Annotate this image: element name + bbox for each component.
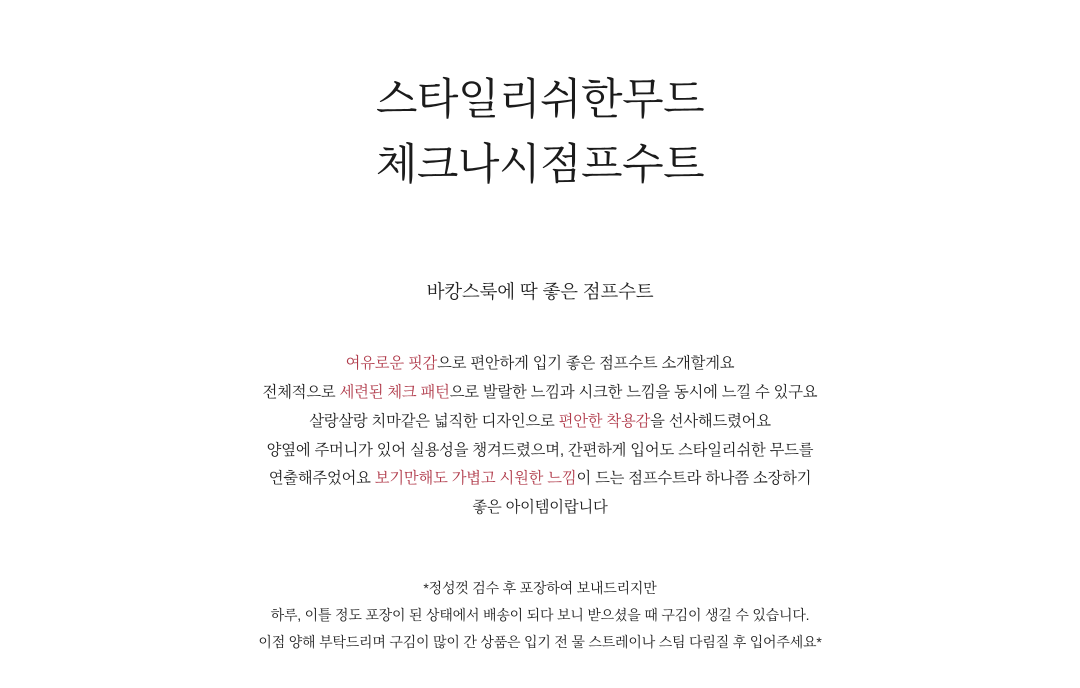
page-title-line-2: 체크나시점프수트 bbox=[375, 141, 705, 190]
description-line-3-accent: 편안한 착용감 bbox=[558, 412, 651, 430]
description-line-2 bbox=[70, 379, 1010, 408]
description-line-2-accent: 세련된 체크 패턴 bbox=[339, 384, 450, 402]
description-line-3 bbox=[70, 408, 1010, 437]
description-line-3-text-b: 을 선사해드렸어요 bbox=[650, 412, 771, 430]
description-line-2-text-b: 으로 발랄한 느낌과 시크한 느낌을 동시에 느낄 수 있구요 bbox=[449, 384, 818, 402]
description-line-1-text: 으로 편안하게 입기 좋은 점프수트 소개할게요 bbox=[437, 355, 735, 373]
page-title bbox=[376, 68, 704, 199]
description-line-1-accent: 여유로운 핏감 bbox=[345, 355, 438, 373]
page-subtitle: 바캉스룩에 딱 좋은 점프수트 bbox=[426, 280, 654, 302]
care-notice bbox=[70, 575, 1010, 657]
product-description-body bbox=[70, 350, 1010, 523]
page-title-line-1: 스타일리쉬한무드 bbox=[375, 76, 705, 124]
description-line-5-text-a: 연출해주었어요 bbox=[268, 470, 375, 488]
care-notice-line-3: 이점 양해 부탁드리며 구김이 많이 간 상품은 입기 전 물 스트레이나 스팀 다림질 후 입어주세요* bbox=[258, 634, 822, 651]
description-line-3-text-a: 살랑살랑 치마같은 넓직한 디자인으로 bbox=[309, 412, 559, 430]
care-notice-line-1: *정성껏 검수 후 포장하여 보내드리지만 bbox=[423, 579, 657, 596]
description-line-4: 양옆에 주머니가 있어 실용성을 챙겨드렸으며, 간편하게 입어도 스타일리쉬한 무드를 bbox=[266, 441, 814, 459]
description-line-6: 좋은 아이템이랍니다 bbox=[472, 499, 608, 517]
care-notice-line-2: 하루, 이틀 정도 포장이 된 상태에서 배송이 되다 보니 받으셨을 때 구김이 생길 수 있습니다. bbox=[270, 607, 810, 624]
description-line-5-text-b: 이 드는 점프수트라 하나쯤 소장하기 bbox=[576, 470, 812, 488]
description-line-5-accent: 보기만해도 가볍고 시원한 느낌 bbox=[374, 470, 577, 488]
description-line-5 bbox=[70, 465, 1010, 494]
description-line-2-text-a: 전체적으로 bbox=[262, 384, 340, 402]
description-line-1 bbox=[70, 350, 1010, 379]
